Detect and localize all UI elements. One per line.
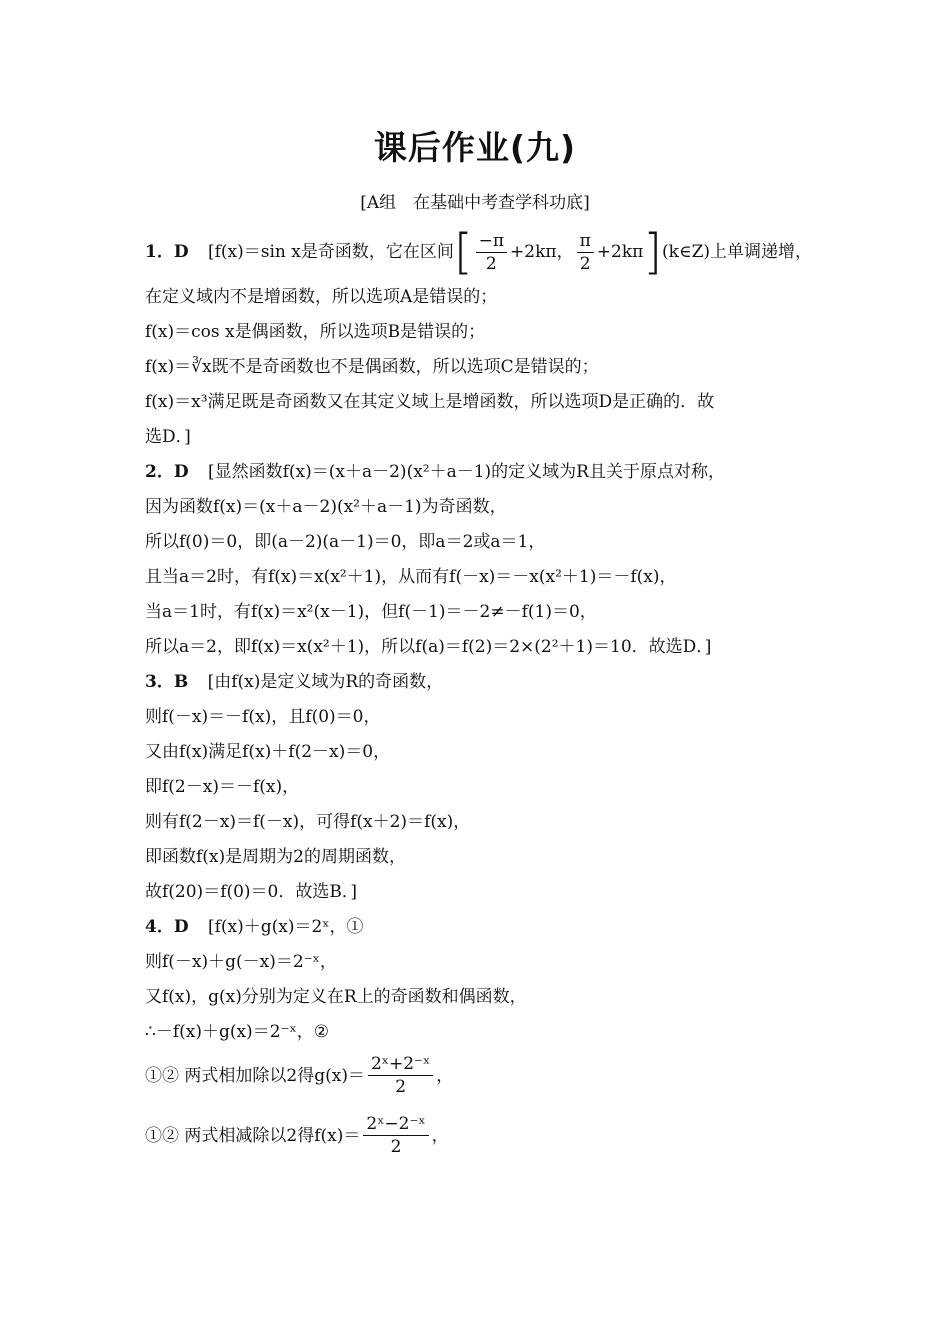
q1-line-1: [145, 224, 813, 280]
q1-number: 1．D: [145, 242, 189, 262]
q2-line-2: 因为函数f(x)＝(x＋a－2)(x²＋a－1)为奇函数，: [145, 497, 507, 517]
q2-number: 2．D: [145, 462, 189, 482]
q4-sum-text: ①② 两式相加除以2得g(x)＝: [145, 1065, 365, 1086]
q1-mid-1: +2kπ，: [510, 242, 574, 262]
q4-line-4: ∴－f(x)＋g(x)＝2⁻ˣ，②: [145, 1022, 329, 1042]
q3-text: [由f(x)是定义域为R的奇函数，: [207, 672, 444, 692]
q1-text-b: (k∈Z)上单调递增，: [662, 242, 813, 262]
q4-line-6: [145, 1113, 449, 1158]
q3-line-4: 即f(2－x)＝－f(x)，: [145, 777, 300, 797]
q2-line-3: 所以f(0)＝0，即(a－2)(a－1)＝0，即a＝2或a＝1，: [145, 532, 546, 552]
q1-line-6: 选D．]: [145, 427, 191, 447]
q1-fraction-2: [577, 230, 594, 275]
q1-text-a: [f(x)＝sin x是奇函数，它在区间: [207, 242, 454, 262]
q1-mid-2: +2kπ: [596, 242, 644, 262]
q3-number: 3．B: [145, 672, 189, 692]
q3-line-2: 则f(－x)＝－f(x)，且f(0)＝0，: [145, 707, 381, 727]
q4-number: 4．D: [145, 917, 189, 937]
q4-line-2: 则f(－x)＋g(－x)＝2⁻ˣ，: [145, 952, 337, 972]
q1-line-2: 在定义域内不是增函数，所以选项A是错误的；: [145, 287, 498, 307]
q1-fraction-1: [476, 230, 507, 275]
q4-diff-denominator: 2: [390, 1137, 402, 1157]
q4-text: [f(x)＋g(x)＝2ˣ，①: [207, 917, 364, 937]
q4-sum-fraction: [368, 1053, 433, 1098]
q2-line-5: 当a＝1时，有f(x)＝x²(x－1)，但f(－1)＝－2≠－f(1)＝0，: [145, 602, 597, 622]
q4-sum-denominator: 2: [395, 1077, 407, 1097]
q2-text: [显然函数f(x)＝(x＋a－2)(x²＋a－1)的定义域为R且关于原点对称，: [207, 462, 725, 482]
left-bracket-icon: [: [453, 224, 473, 280]
page-title: 课后作业(九): [373, 128, 577, 167]
q3-line-1: [145, 670, 443, 694]
section-subtitle: [A组 在基础中考查学科功底]: [360, 193, 590, 213]
q2-line-1: [145, 460, 725, 484]
q1-line-4: f(x)＝∛x既不是奇函数也不是偶函数，所以选项C是错误的；: [145, 357, 599, 377]
q1-line-3: f(x)＝cos x是偶函数，所以选项B是错误的；: [145, 322, 486, 342]
q4-line-1: [145, 915, 364, 939]
q2-line-6: 所以a＝2，即f(x)＝x(x²＋1)，所以f(a)＝f(2)＝2×(2²＋1)＝10．故选D．]: [145, 637, 712, 657]
q4-diff-numerator: 2ˣ−2⁻ˣ: [363, 1113, 428, 1136]
q4-line-5: [145, 1053, 453, 1098]
q4-sum-end: ，: [436, 1065, 454, 1086]
q4-diff-fraction: [363, 1113, 428, 1158]
q4-diff-text: ①② 两式相减除以2得f(x)＝: [145, 1125, 361, 1146]
q3-line-7: 故f(20)＝f(0)＝0．故选B．]: [145, 882, 358, 902]
q4-sum-numerator: 2ˣ+2⁻ˣ: [368, 1053, 433, 1076]
q1-fraction-2-numerator: π: [577, 230, 594, 253]
q3-line-6: 即函数f(x)是周期为2的周期函数，: [145, 847, 406, 867]
q1-line-5: f(x)＝x³满足既是奇函数又在其定义域上是增函数，所以选项D是正确的．故: [145, 392, 715, 412]
q1-fraction-1-denominator: 2: [485, 253, 497, 274]
q4-line-3: 又f(x)，g(x)分别为定义在R上的奇函数和偶函数，: [145, 987, 527, 1007]
q3-line-5: 则有f(2－x)＝f(－x)，可得f(x＋2)＝f(x)，: [145, 812, 471, 832]
q1-fraction-1-numerator: −π: [476, 230, 507, 253]
right-bracket-icon: ]: [643, 224, 663, 280]
q3-line-3: 又由f(x)满足f(x)＋f(2－x)＝0，: [145, 742, 391, 762]
q4-diff-end: ，: [431, 1125, 449, 1146]
q2-line-4: 且当a＝2时，有f(x)＝x(x²＋1)，从而有f(－x)＝－x(x²＋1)＝－f(x)，: [145, 567, 677, 587]
q1-fraction-2-denominator: 2: [579, 253, 591, 274]
